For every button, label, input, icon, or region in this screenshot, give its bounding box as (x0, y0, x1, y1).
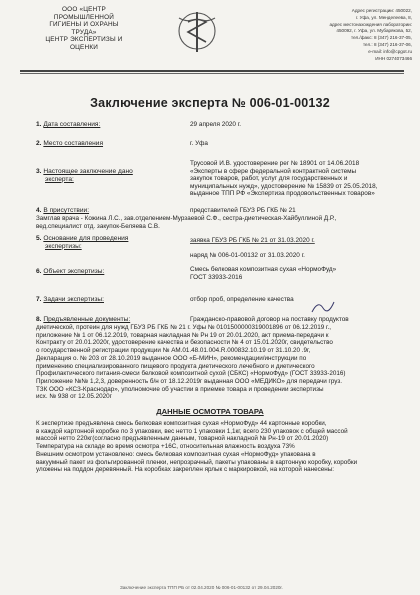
field-place-value: г. Уфа (190, 140, 208, 147)
field-basis-label: 5. Основание для проведения экспертизы: (36, 235, 129, 250)
field-tasks-label: 7. Задачи экспертизы: (36, 296, 104, 303)
field-date-value: 29 апреля 2020 г. (190, 121, 242, 128)
field-object-value: Смесь белковая композитная сухая «НормоФуд» ГОСТ 33933-2016 (190, 266, 337, 281)
address-line: г. Уфа, ул. Менделеева, 8, (355, 14, 412, 20)
address-line: тел./факс: 8 (347) 216-37-05, (351, 35, 412, 41)
field-documents-label: 8. Предъявленные документы: (36, 316, 131, 323)
field-presence-label: 4. В присутствии: (36, 207, 90, 214)
handwritten-mark (310, 296, 336, 318)
address-line: ИНН 0274073466 (375, 55, 412, 61)
field-expert-value: Трусовой И.В. удостоверение рег № 18901 от 14.06.2018 «Эксперты в сфере федеральной контрактной системы закупок товаров, работ, услуг для государственных и муниципальных нужд», удостоверение № 15839 от 25.05.2018, выданное ТПП РФ «Экспертиза продовольственных товаров» (190, 160, 378, 198)
page-footer: Заключение эксперта ТПП РБ от 02.04.2020 № 006-01-00132 от 29.04.2020г. (120, 585, 283, 590)
section-title: ДАННЫЕ ОСМОТРА ТОВАРА (156, 407, 264, 416)
org-name-block (24, 6, 144, 52)
field-basis-value: заявка ГБУЗ РБ ГКБ № 21 от 31.03.2020 г. наряд № 006-01-00132 от 31.03.2020 г. (190, 237, 315, 259)
field-expert-label: 3. Настоящее заключение дано эксперта: (36, 168, 133, 183)
field-date-label: 1. Дата составления: (36, 121, 101, 128)
org-line: ТРУДА» (71, 28, 97, 36)
field-presence-value: представителей ГБУЗ РБ ГКБ № 21 (190, 207, 296, 214)
field-documents-text: диетической, протеин для нужд ГБУЗ РБ ГКБ № 21 г. Уфы № 0101500000319001896 от 06.12.2019 г., приложение № 1 от 06.12.2019, товарная накладная № Рн 19 от 20.01.2020, акт приема-передачи к Контракту от 20.01.2020г, удостоверение качества и безопасности № 4 от 15.01.2020г, свидетельство о государственной регистрации продукции № AM.01.48.01.004.R.000832.10.19 от 31.10.20 .9г, Декларация о. № 203 от 28.10.2019 выданное ООО «Б-МИН», рекомендации/инструкции по применению специализированного пищевого продукта диетического лечебного и диетического Профилактического питания-смеси белковой композитной сухой (СБКС) «НормоФуд» (ГОСТ 33933-2016) Приложение №№ 1,2,3, доверенность б/н от 18.12.2019г выданная ООО «МЕДИКО» для передачи груз. ТЗК ООО «КСЗ-Краснодар», уполномочие об участии в приемке товара и проведении экспертизы исх. № 938 от 12.05.2020г (36, 324, 346, 401)
address-line: адрес местонахождения лаборатории: (329, 21, 412, 27)
org-line: ЦЕНТР ЭКСПЕРТИЗЫ И (45, 36, 123, 44)
field-documents-first-line: Гражданско-правовой договор на поставку продуктов (190, 316, 349, 323)
address-line: e-mail: info@cpgot.ru (368, 48, 412, 54)
document-title: Заключение эксперта № 006-01-00132 (90, 96, 330, 110)
field-tasks-value: отбор проб, определение качества (190, 296, 294, 303)
header-divider-thin (20, 73, 404, 74)
org-line: ПРОМЫШЛЕННОЙ (53, 13, 115, 21)
inspection-text: К экспертизе предъявлена смесь белковая композитная сухая «НормоФуд» 44 картонные коробки, в каждой картонной коробке по 3 упаковки, вес нетто 1 упаковки 1,1кг, всего 230 упаковок с общей массой массой нетто 220кг(согласно предъявленным данным, товарной накладной № Рн-19 от 20.01.2020) Температура на складе во время осмотра +16С, относительная влажность воздуха 73% Внешним осмотром установлено: смесь белковая композитная сухая «НормоФуд» упакована в вакуумный пакет из фольгированной пленки, непрозрачный, пакеты упакованы в картонную коробку, коробки уложены на поддон деревянный. На коробках закреплен ярлык с маркировкой, на которой нанесены: (36, 420, 358, 474)
header-divider (20, 70, 404, 72)
field-place-label: 2. Место составления (36, 140, 104, 147)
address-block (262, 8, 412, 62)
field-presence-persons: Замглав врача - Кожина Л.С., зав.отделением-Мурзаевой С.Ф., сестра-диетическая-Хайбуллиной Д.Р., вед.специалист отд. закупок-Беляева С.В. (36, 215, 337, 230)
address-line: 450092, г. Уфа, ул. Мубарякова, 52, (336, 28, 412, 34)
org-line: ОЦЕНКИ (69, 43, 99, 51)
field-object-label: 6. Объект экспертизы: (36, 268, 105, 275)
address-line: тел.: 8 (347) 216-37-06, (362, 41, 412, 47)
address-line: Адрес регистрации: 450022, (351, 8, 412, 13)
medical-caduceus-logo (168, 8, 226, 56)
org-line: ООО «ЦЕНТР (61, 6, 106, 13)
org-line: ГИГИЕНЫ И ОХРАНЫ (49, 21, 119, 29)
